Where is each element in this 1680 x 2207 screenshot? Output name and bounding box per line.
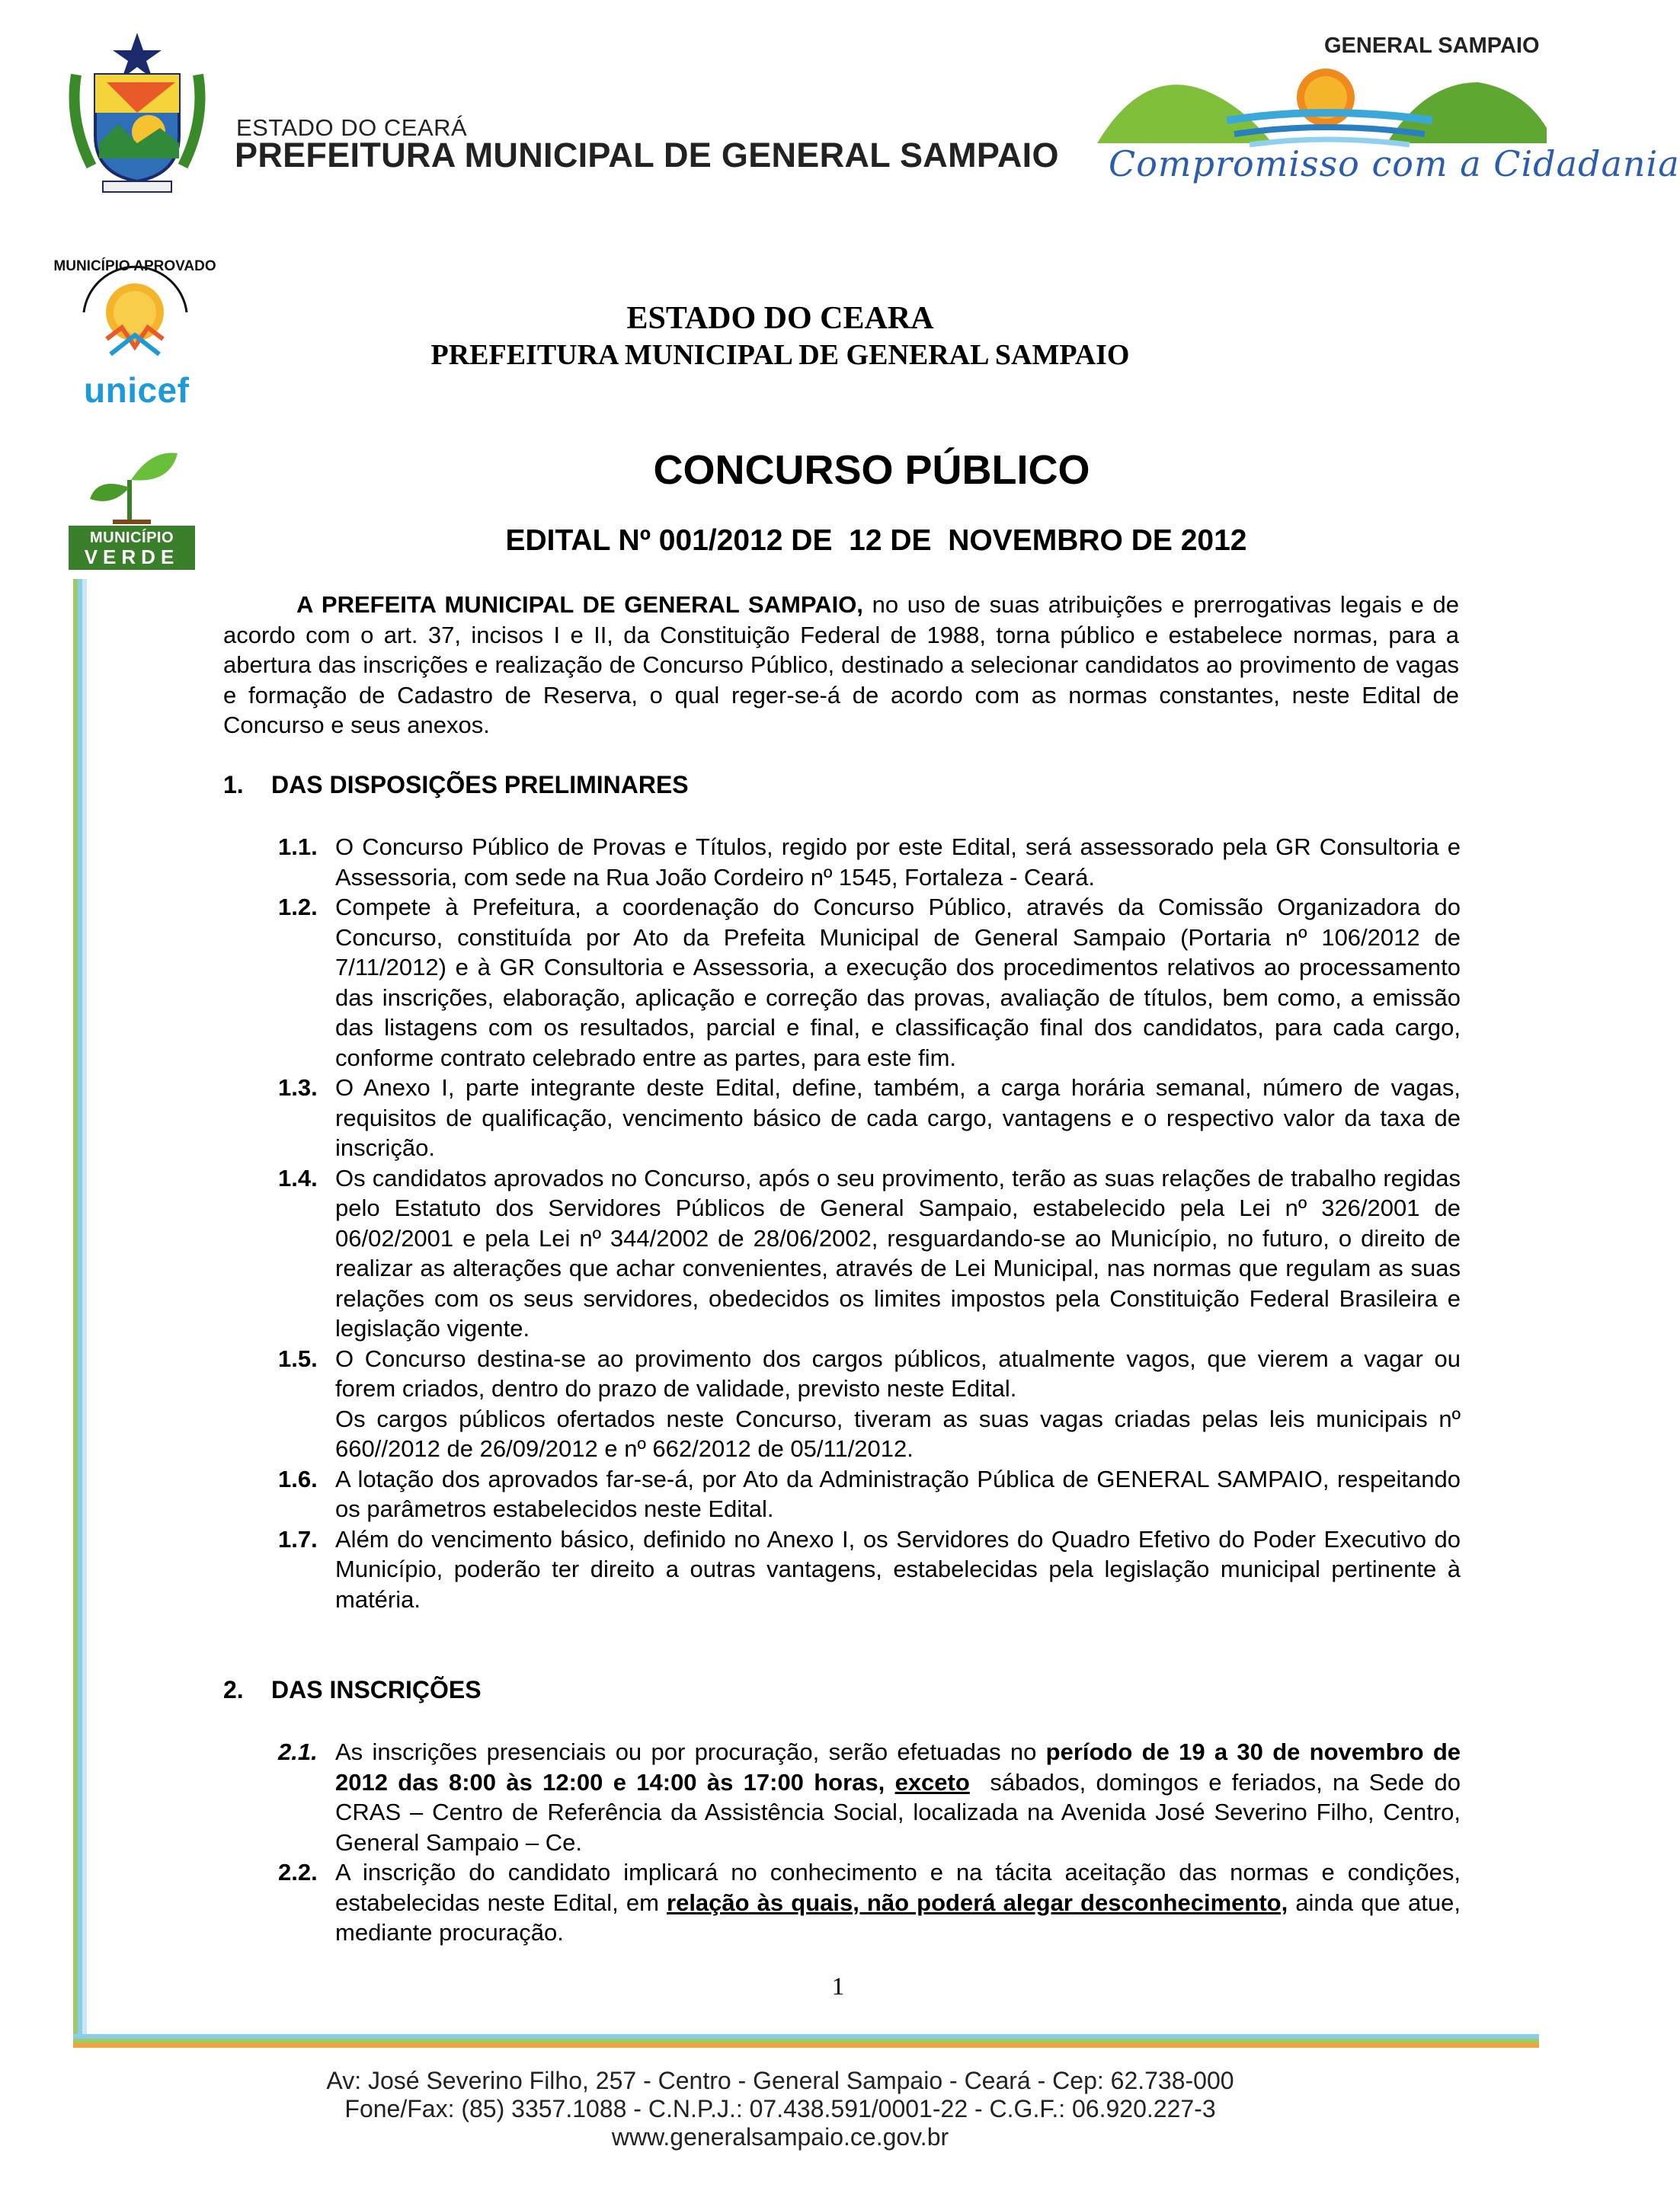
header-prefecture-name: PREFEITURA MUNICIPAL DE GENERAL SAMPAIO: [235, 136, 1059, 174]
edital-number: EDITAL Nº 001/2012 DE 12 DE NOVEMBRO DE 2012: [505, 524, 1247, 557]
list-item: 1.2. Compete à Prefeitura, a coordenação do Concurso Público, através da Comissão Organizadora do Concurso, constituída por Ato da Prefeita Municipal de General Sampaio (Portaria nº 106/2012 de 7/11/2012) e à GR Consultoria e Assessoria, a execução dos procedimentos relativos ao processamento das inscrições, elaboração, aplicação e correção das provas, avaliação de títulos, bem como, a emissão das listagens com os resultados, parcial e final, e classificação final dos candidatos, para cada cargo, conforme contrato celebrado entre as partes, para este fim.: [278, 894, 1461, 1071]
list-item: 1.7. Além do vencimento básico, definido no Anexo I, os Servidores do Quadro Efetivo do Poder Executivo do Município, poderão ter direito a outras vantagens, estabelecidas pela legislação municipal pertinente à matéria.: [278, 1525, 1461, 1613]
section-heading-2: [223, 1676, 482, 1704]
section-1-items: [278, 832, 1461, 1614]
footer-website[interactable]: www.generalsampaio.ce.gov.br: [611, 2123, 949, 2151]
page-number: 1: [831, 1973, 845, 2001]
section-2-number: 2.: [223, 1676, 244, 1703]
list-item: 1.5. O Concurso destina-se ao provimento dos cargos públicos, atualmente vagos, que vierem a vagar ou forem criados, dentro do prazo de validade, previsto neste Edital. Os cargos públicos ofertados neste Concurso, tiveram as suas vagas criadas pelas leis municipais nº 660//2012 de 26/09/2012 e nº 662/2012 de 05/11/2012.: [278, 1345, 1461, 1462]
intro-paragraph: [223, 590, 1459, 740]
list-item: 2.1. As inscrições presenciais ou por procuração, serão efetuadas no período de 19 a 30 de novembro de 2012 das 8:00 às 12:00 e 14:00 às 17:00 horas, exceto sábados, domingos e feriados, na Sede do CRAS – Centro de Referência da Assistência Social, localizada na Avenida José Severino Filho, Centro, General Sampaio – Ce.: [278, 1738, 1467, 1856]
footer-contact: Fone/Fax: (85) 3357.1088 - C.N.P.J.: 07.438.591/0001-22 - C.G.F.: 06.920.227-3: [344, 2095, 1216, 2122]
header-state-name: ESTADO DO CEARÁ: [236, 114, 468, 141]
list-item: 1.6. A lotação dos aprovados far-se-á, por Ato da Administração Pública de GENERAL SAMPAIO, respeitando os parâmetros estabelecidos neste Edital.: [278, 1465, 1461, 1522]
section-heading-1: [223, 771, 689, 799]
city-brand-title: GENERAL SAMPAIO: [1324, 34, 1540, 58]
svg-text:MUNICÍPIO APROVADO: MUNICÍPIO APROVADO: [53, 258, 216, 274]
document-prefecture-title: PREFEITURA MUNICIPAL DE GENERAL SAMPAIO: [430, 339, 1130, 371]
list-item: 1.4. Os candidatos aprovados no Concurso, após o seu provimento, terão as suas relações de trabalho regidas pelo Estatuto dos Servidores Públicos de General Sampaio, estabelecido pela Lei nº 326/2001 de 06/02/2001 e pela Lei nº 344/2002 de 28/06/2002, resguardando-se ao Município, no futuro, o direito de realizar as alterações que achar convenientes, através de Lei Municipal, nas normas que regulam as suas relações com os seus servidores, obedecidos os limites impostos pela Constituição Federal Brasileira e legislação vigente.: [278, 1164, 1461, 1342]
list-item: 2.2. A inscrição do candidato implicará no conhecimento e na tácita aceitação das normas e condições, estabelecidas neste Edital, em relação às quais, não poderá alegar desconhecimento, ainda que atue, mediante procuração.: [278, 1859, 1461, 1946]
unicef-label: unicef: [84, 370, 190, 410]
section-1-number: 1.: [223, 771, 244, 798]
decorative-bottom-border: [73, 2034, 1539, 2048]
intro-text: no uso de suas atribuições e prerrogativas legais e de acordo com o art. 37, incisos I e II, da Constituição Federal de 1988, torna público e estabelece normas, para a abertura das inscrições e realização de Concurso Público, destinado a selecionar candidatos ao provimento de vagas e formação de Cadastro de Reserva, o qual reger-se-á de acordo com as normas constantes, neste Edital de Concurso e seus anexos.: [223, 591, 1460, 738]
intro-lead: A PREFEITA MUNICIPAL DE GENERAL SAMPAIO,: [296, 591, 863, 618]
document-state-title: ESTADO DO CEARA: [626, 301, 934, 336]
list-item: 1.1. O Concurso Público de Provas e Títulos, regido por este Edital, será assessorado pela GR Consultoria e Assessoria, com sede na Rua João Cordeiro nº 1545, Fortaleza - Ceará.: [278, 833, 1461, 891]
city-slogan: Compromisso com a Cidadania: [1109, 143, 1680, 184]
section-2-title: DAS INSCRIÇÕES: [271, 1676, 482, 1703]
decorative-left-border: [73, 579, 87, 2034]
municipal-coat-of-arms: [61, 29, 213, 197]
section-2-items: [278, 1737, 1467, 1948]
contest-title: CONCURSO PÚBLICO: [653, 447, 1090, 493]
verde-badge-line2: VERDE: [84, 545, 180, 568]
verde-badge-line1: MUNICÍPIO: [89, 529, 174, 546]
list-item: 1.3. O Anexo I, parte integrante deste Edital, define, também, a carga horária semanal, número de vagas, requisitos de qualificação, vencimento básico de cada cargo, vantagens e o respectivo valor da taxa de inscrição.: [278, 1074, 1461, 1161]
footer-address: Av: José Severino Filho, 257 - Centro - General Sampaio - Ceará - Cep: 62.738-000: [326, 2067, 1234, 2094]
section-1-title: DAS DISPOSIÇÕES PRELIMINARES: [271, 771, 689, 798]
